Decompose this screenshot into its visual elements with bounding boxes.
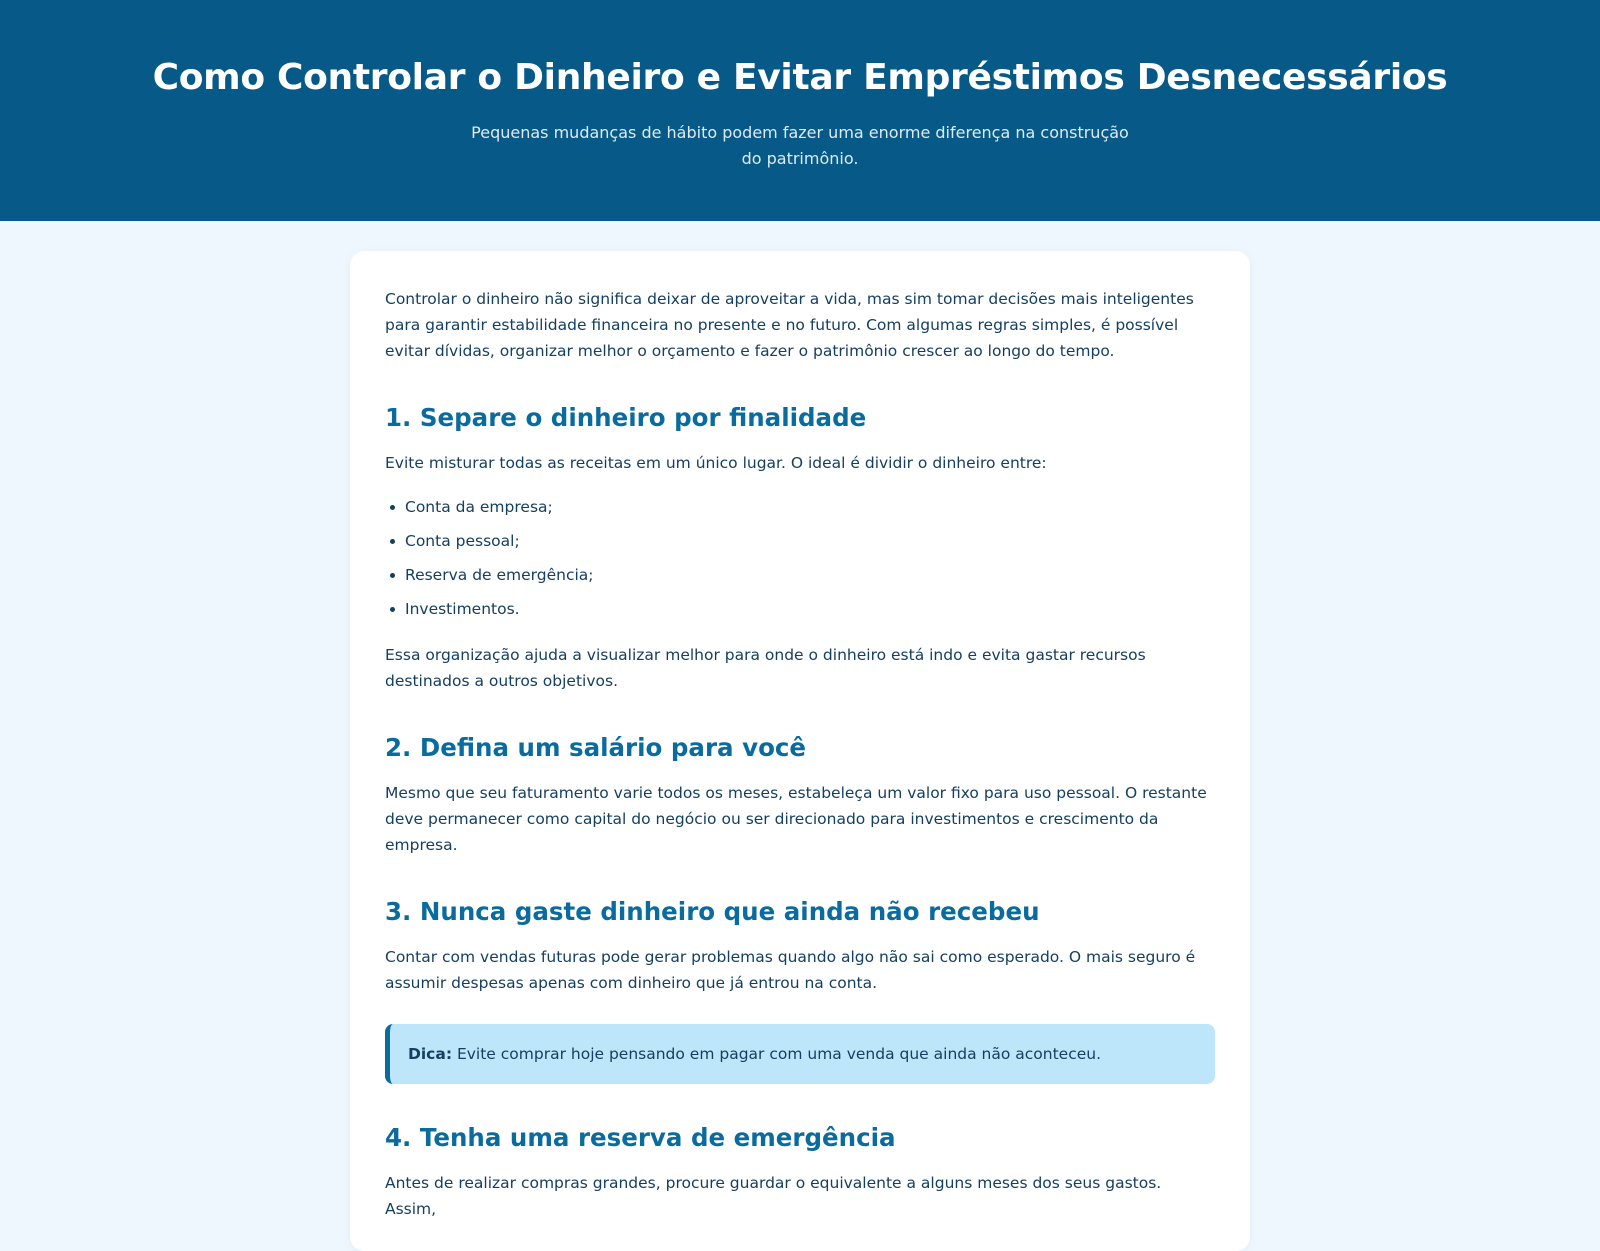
bullet-icon bbox=[390, 573, 395, 578]
page-subtitle: Pequenas mudanças de hábito podem fazer uma enorme diferença na construção do patrimônio. bbox=[471, 123, 1129, 168]
section-paragraph: Antes de realizar compras grandes, procure guardar o equivalente a alguns meses dos seus gastos. Assim, bbox=[385, 1174, 1162, 1218]
intro-paragraph: Controlar o dinheiro não significa deixar de aproveitar a vida, mas sim tomar decisões mais inteligentes para garantir estabilidade financeira no presente e no futuro. Com algumas regras simples, é possível evitar dívidas, organizar melhor o orçamento e fazer o patrimônio crescer ao longo do tempo. bbox=[385, 290, 1194, 360]
article-card bbox=[350, 251, 1250, 1251]
section-reserva bbox=[385, 1122, 1215, 1222]
bullet-icon bbox=[390, 539, 395, 544]
list-item-text: Investimentos. bbox=[405, 600, 520, 618]
section-heading: 3. Nunca gaste dinheiro que ainda não recebeu bbox=[385, 897, 1040, 926]
list-item bbox=[385, 558, 1215, 592]
list-item-text: Conta da empresa; bbox=[405, 498, 553, 516]
section-paragraph: Evite misturar todas as receitas em um único lugar. O ideal é dividir o dinheiro entre: bbox=[385, 454, 1047, 472]
section-nunca-gaste bbox=[385, 896, 1215, 1084]
section-heading: 1. Separe o dinheiro por finalidade bbox=[385, 403, 867, 432]
page-header bbox=[0, 0, 1600, 221]
section-salario bbox=[385, 732, 1215, 858]
tip-label: Dica: bbox=[408, 1045, 453, 1063]
section-paragraph: Contar com vendas futuras pode gerar problemas quando algo não sai como esperado. O mais seguro é assumir despesas apenas com dinheiro que já entrou na conta. bbox=[385, 948, 1196, 992]
tip-text: Evite comprar hoje pensando em pagar com uma venda que ainda não aconteceu. bbox=[452, 1045, 1102, 1063]
section-closing-paragraph: Essa organização ajuda a visualizar melhor para onde o dinheiro está indo e evita gastar recursos destinados a outros objetivos. bbox=[385, 646, 1146, 690]
section-separe-dinheiro bbox=[385, 402, 1215, 694]
finalidade-list bbox=[385, 490, 1215, 626]
list-item-text: Conta pessoal; bbox=[405, 532, 520, 550]
list-item bbox=[385, 524, 1215, 558]
section-heading: 2. Defina um salário para você bbox=[385, 733, 807, 762]
list-item-text: Reserva de emergência; bbox=[405, 566, 594, 584]
bullet-icon bbox=[390, 505, 395, 510]
list-item bbox=[385, 490, 1215, 524]
section-heading: 4. Tenha uma reserva de emergência bbox=[385, 1123, 896, 1152]
list-item bbox=[385, 592, 1215, 626]
bullet-icon bbox=[390, 607, 395, 612]
section-paragraph: Mesmo que seu faturamento varie todos os meses, estabeleça um valor fixo para uso pessoal. O restante deve permanecer como capital do negócio ou ser direcionado para investimentos e crescimento da empresa. bbox=[385, 784, 1207, 854]
page-title: Como Controlar o Dinheiro e Evitar Empréstimos Desnecessários bbox=[152, 57, 1448, 98]
tip-callout bbox=[385, 1024, 1215, 1084]
